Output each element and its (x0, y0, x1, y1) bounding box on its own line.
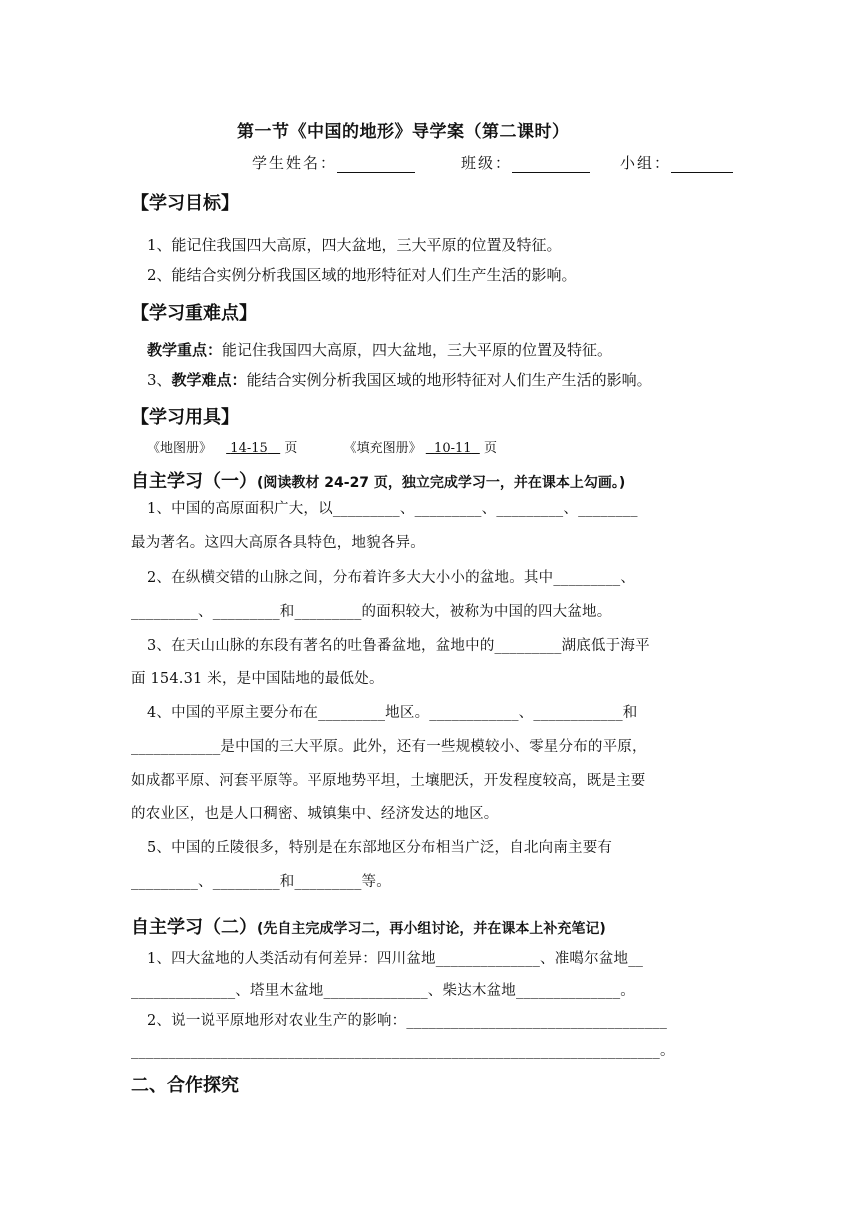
objective-item: 1、能记住我国四大高原，四大盆地，三大平原的位置及特征。 (147, 236, 562, 254)
self-study-1-line: 如成都平原、河套平原等。平原地势平坦，土壤肥沃，开发程度较高，既是主要 (131, 773, 646, 789)
objectives-heading: 【学习目标】 (131, 193, 239, 214)
self-study-1-line: ____________是中国的三大平原。此外，还有一些规模较小、零星分布的平原， (131, 739, 647, 755)
teaching-difficulty-label: 教学难点： (171, 371, 247, 389)
self-study-2-note: (先自主完成学习二，再小组讨论，并在课本上补充笔记) (257, 921, 606, 937)
group-label: 小组： (620, 154, 672, 172)
self-study-1-line: 1、中国的高原面积广大，以_________、_________、_________、________ (147, 501, 638, 517)
self-study-2-line: _______________________________________________________________________。 (131, 1043, 675, 1059)
teaching-focus-text: 能记住我国四大高原，四大盆地，三大平原的位置及特征。 (222, 341, 613, 359)
self-study-2-title: 自主学习（二） (131, 917, 257, 938)
self-study-1-line: _________、_________和_________的面积较大，被称为中国的四大盆地。 (131, 604, 612, 620)
class-blank[interactable] (512, 157, 590, 173)
key-points-heading: 【学习重难点】 (131, 303, 257, 324)
fill-page-unit: 页 (483, 441, 497, 456)
teaching-focus-label: 教学重点： (147, 341, 223, 359)
self-study-2-heading (131, 913, 606, 939)
atlas-page-unit: 页 (284, 441, 298, 456)
atlas-pages: 14-15 (230, 441, 268, 456)
student-name-label: 学生姓名： (252, 154, 338, 172)
class-label: 班级： (461, 154, 513, 172)
teaching-difficulty-text: 能结合实例分析我国区域的地形特征对人们生产生活的影响。 (246, 371, 652, 389)
self-study-1-line: 3、在天山山脉的东段有著名的吐鲁番盆地，盆地中的_________湖底低于海平 (147, 638, 650, 654)
self-study-1-line: 面 154.31 米，是中国陆地的最低处。 (131, 671, 384, 687)
teaching-difficulty-prefix: 3、 (147, 371, 172, 389)
self-study-2-line: 2、说一说平原地形对农业生产的影响：___________________________________ (147, 1013, 668, 1029)
self-study-1-title: 自主学习（一） (131, 471, 257, 492)
self-study-1-line: 2、在纵横交错的山脉之间，分布着许多大大小小的盆地。其中_________、 (147, 570, 636, 586)
student-name-blank[interactable] (337, 157, 415, 173)
self-study-1-line: 最为著名。这四大高原各具特色，地貌各异。 (131, 535, 425, 551)
group-field (620, 152, 733, 173)
atlas-title: 《地图册》 (147, 441, 213, 456)
self-study-1-line: 5、中国的丘陵很多，特别是在东部地区分布相当广泛，自北向南主要有 (147, 840, 613, 856)
self-study-1-line: 的农业区，也是人口稠密、城镇集中、经济发达的地区。 (131, 806, 499, 822)
self-study-1-line: _________、_________和_________等。 (131, 874, 391, 890)
fill-atlas-pages: 10-11 (434, 441, 472, 456)
cooperation-heading: 二、合作探究 (131, 1075, 239, 1096)
self-study-2-line: 1、四大盆地的人类活动有何差异：四川盆地______________、准噶尔盆地__ (147, 951, 644, 967)
tools-heading: 【学习用具】 (131, 407, 239, 428)
teaching-difficulty (147, 369, 652, 390)
self-study-2-line: ______________、塔里木盆地______________、柴达木盆地______________。 (131, 983, 635, 999)
teaching-focus (147, 339, 612, 360)
tools-line (147, 437, 497, 456)
student-name-field (252, 152, 415, 173)
objective-item: 2、能结合实例分析我国区域的地形特征对人们生产生活的影响。 (147, 266, 577, 284)
self-study-1-heading (131, 467, 625, 493)
group-blank[interactable] (671, 157, 733, 173)
self-study-1-note: (阅读教材 24-27 页，独立完成学习一，并在课本上勾画。) (257, 475, 626, 491)
page-title: 第一节《中国的地形》导学案（第二课时） (237, 122, 570, 142)
fill-atlas-title: 《填充图册》 (343, 441, 422, 456)
self-study-1-line: 4、中国的平原主要分布在_________地区。____________、____________和 (147, 705, 638, 721)
class-field (461, 152, 590, 173)
